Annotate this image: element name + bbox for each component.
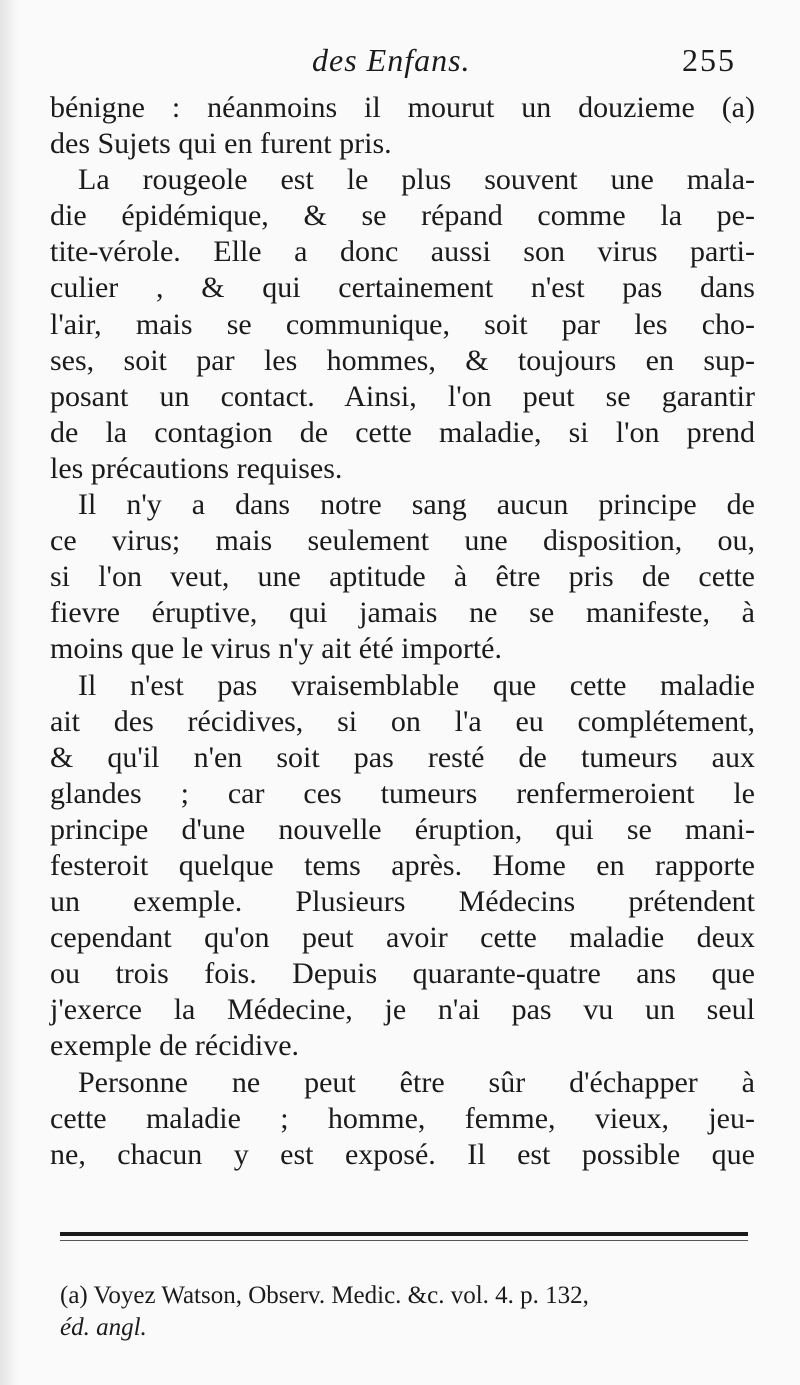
text-line: ou trois fois. Depuis quarante-quatre ans que [50,957,755,991]
text-line: un exemple. Plusieurs Médecins prétendent [50,885,755,919]
footnote [60,1280,765,1344]
text-line: culier , & qui certainement n'est pas dans [50,271,755,305]
text-line: les précautions requises. [50,451,343,485]
page-edge-shadow [0,0,18,1385]
text-line: fievre éruptive, qui jamais ne se manifeste, à [50,596,755,630]
body-text [50,90,755,1173]
page-number: 255 [682,42,736,78]
paragraph-start-line: Il n'est pas vraisemblable que cette maladie [78,668,755,702]
text-line: festeroit quelque tems après. Home en rapporte [50,848,755,882]
text-line: l'air, mais se communique, soit par les cho- [50,307,755,341]
text-line: bénigne : néanmoins il mourut un douzieme (a) [50,91,755,124]
paragraph-start-line: Il n'y a dans notre sang aucun principe de [78,488,755,522]
text-line: tite-vérole. Elle a donc aussi son virus parti- [50,235,755,269]
text-line: des Sujets qui en furent pris. [50,127,392,161]
text-line: principe d'une nouvelle éruption, qui se mani- [50,812,755,846]
footnote-line: (a) Voyez Watson, Observ. Medic. &c. vol. 4. p. 132, [60,1282,589,1309]
text-line: & qu'il n'en soit pas resté de tumeurs aux [50,740,755,774]
text-line: ait des récidives, si on l'a eu complétement, [50,704,755,738]
text-line: cependant qu'on peut avoir cette maladie deux [50,921,755,955]
text-line: moins que le virus n'y ait été importé. [50,632,502,666]
text-line: ce virus; mais seulement une disposition, ou, [50,524,755,558]
text-line: si l'on veut, une aptitude à être pris de cette [50,560,755,594]
running-head [0,42,800,92]
text-line: de la contagion de cette maladie, si l'on prend [50,415,755,449]
paragraph-start-line: Personne ne peut être sûr d'échapper à [78,1065,755,1099]
paragraph-start-line: La rougeole est le plus souvent une mala- [78,163,755,197]
footnote-rule [60,1232,748,1236]
text-line: j'exerce la Médecine, je n'ai pas vu un seul [50,993,755,1027]
text-line: cette maladie ; homme, femme, vieux, jeu- [50,1101,755,1135]
running-title: des Enfans. [312,42,471,78]
text-line: glandes ; car ces tumeurs renfermeroient le [50,776,755,810]
text-line: posant un contact. Ainsi, l'on peut se garantir [50,379,755,413]
text-line: ses, soit par les hommes, & toujours en sup- [50,343,755,377]
text-line: ne, chacun y est exposé. Il est possible que [50,1137,755,1171]
text-line: die épidémique, & se répand comme la pe- [50,199,755,233]
footnote-line: éd. angl. [60,1314,147,1341]
text-line: exemple de récidive. [50,1029,300,1063]
footnote-rule-thin [60,1240,748,1241]
